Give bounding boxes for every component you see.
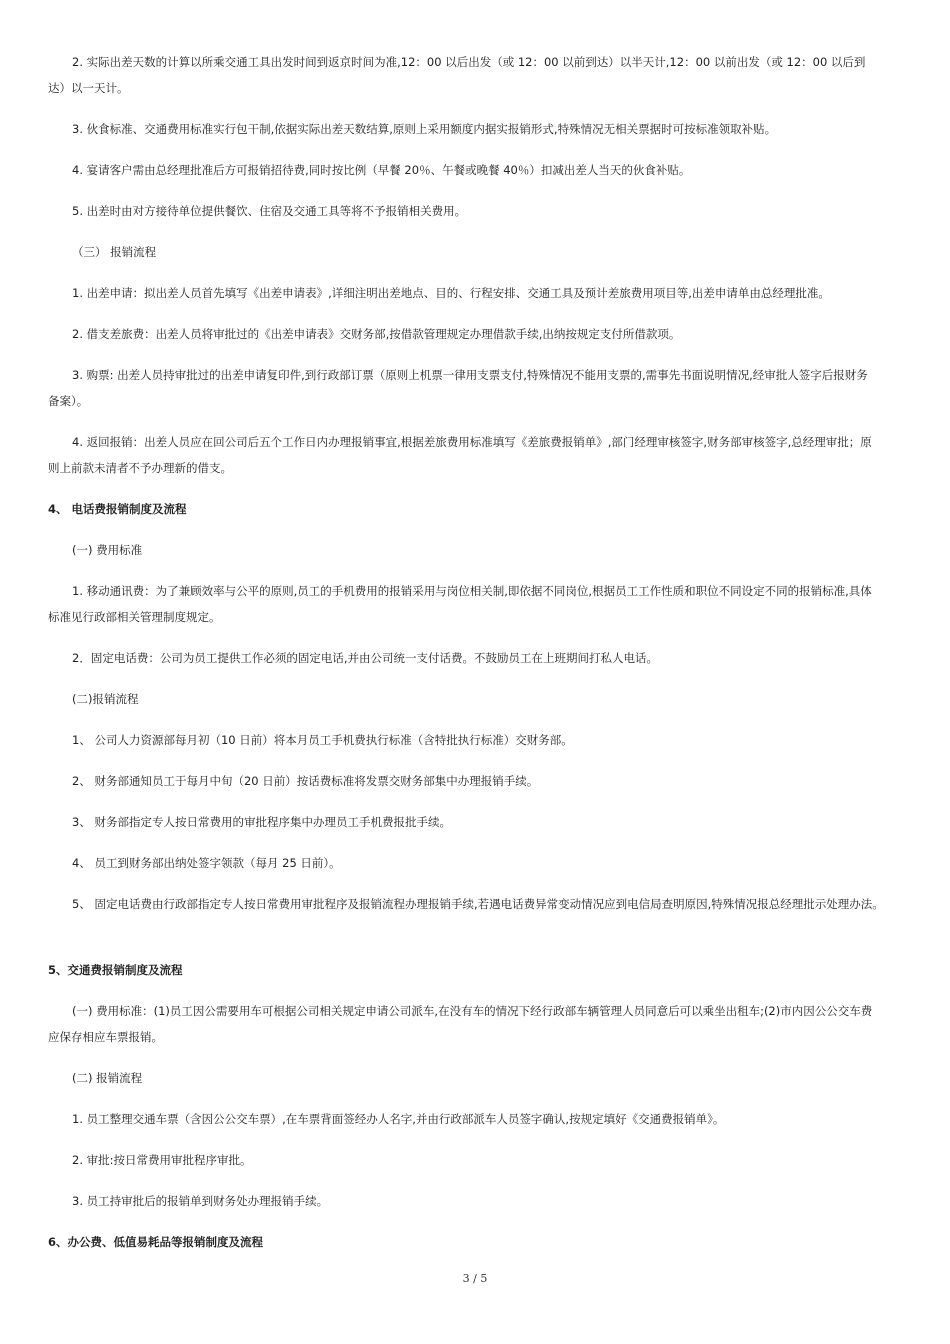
paragraph-continuation: 达）以一天计。	[48, 81, 129, 95]
paragraph-text: 5、 固定电话费由行政部指定专人按日常费用审批程序及报销流程办理报销手续,若遇电话费异常变动情况应到电信局查明原因,特殊情况报总经理批示处理办法。	[72, 897, 884, 911]
paragraph-text: 2、 财务部通知员工于每月中旬（20 日前）按话费标准将发票交财务部集中办理报销手续。	[72, 774, 539, 788]
paragraph-text: (一) 费用标准：(1)员工因公需要用车可根据公司相关规定申请公司派车,在没有车的情况下经行政部车辆管理人员同意后可以乘坐出租车;(2)市内因公公交车费	[72, 1004, 873, 1018]
paragraph-text: 4、 员工到财务部出纳处签字领款（每月 25 日前）。	[72, 856, 341, 870]
paragraph-text: 3. 购票: 出差人员持审批过的出差申请复印件,到行政部订票（原则上机票一律用支票支付,特殊情况不能用支票的,需事先书面说明情况,经审批人签字后报财务	[72, 368, 868, 382]
subsection-title: （三） 报销流程	[72, 245, 157, 259]
paragraph-continuation: 备案）。	[48, 394, 89, 408]
paragraph-text: 4. 宴请客户需由总经理批准后方可报销招待费,同时按比例（早餐 20％、午餐或晚餐 40％）扣减出差人当天的伙食补贴。	[72, 163, 691, 177]
paragraph-continuation: 标准见行政部相关管理制度规定。	[48, 610, 221, 624]
paragraph-text: 1. 员工整理交通车票（含因公公交车票）,在车票背面签经办人名字,并由行政部派车人员签字确认,按规定填好《交通费报销单》。	[72, 1112, 725, 1126]
subsection-title: (二) 报销流程	[72, 1071, 143, 1085]
subsection-title: (二)报销流程	[72, 692, 139, 706]
paragraph-text: 3、 财务部指定专人按日常费用的审批程序集中办理员工手机费报批手续。	[72, 815, 451, 829]
page-number: 3 / 5	[462, 1272, 488, 1285]
subsection-title: (一) 费用标准	[72, 543, 143, 557]
section-heading: 6、办公费、低值易耗品等报销制度及流程	[48, 1235, 263, 1249]
paragraph-text: 1、 公司人力资源部每月初（10 日前）将本月员工手机费执行标准（含特批执行标准）交财务部。	[72, 733, 573, 747]
paragraph-text: 2. 实际出差天数的计算以所乘交通工具出发时间到返京时间为准,12：00 以后出发（或 12：00 以前到达）以半天计,12：00 以前出发（或 12：00 以后到	[72, 55, 866, 69]
section-heading: 4、 电话费报销制度及流程	[48, 502, 187, 516]
paragraph-text: 1. 移动通讯费：为了兼顾效率与公平的原则,员工的手机费用的报销采用与岗位相关制,即依据不同岗位,根据员工工作性质和职位不同设定不同的报销标准,具体	[72, 584, 872, 598]
paragraph-text: 5. 出差时由对方接待单位提供餐饮、住宿及交通工具等将不予报销相关费用。	[72, 204, 467, 218]
paragraph-continuation: 则上前款未清者不予办理新的借支。	[48, 461, 232, 475]
paragraph-text: 2. 审批:按日常费用审批程序审批。	[72, 1153, 252, 1167]
paragraph-continuation: 应保存相应车票报销。	[48, 1030, 163, 1044]
section-heading: 5、交通费报销制度及流程	[48, 963, 183, 977]
paragraph-text: 2. 借支差旅费：出差人员将审批过的《出差申请表》交财务部,按借款管理规定办理借款手续,出纳按规定支付所借款项。	[72, 327, 681, 341]
paragraph-text: 4. 返回报销：出差人员应在回公司后五个工作日内办理报销事宜,根据差旅费用标准填写《差旅费报销单》,部门经理审核签字,财务部审核签字,总经理审批；原	[72, 435, 872, 449]
paragraph-text: 2．固定电话费：公司为员工提供工作必须的固定电话,并由公司统一支付话费。不鼓励员工在上班期间打私人电话。	[72, 651, 658, 665]
paragraph-text: 3. 伙食标准、交通费用标准实行包干制,依据实际出差天数结算,原则上采用额度内据实报销形式,特殊情况无相关票据时可按标准领取补贴。	[72, 122, 777, 136]
paragraph-text: 1. 出差申请：拟出差人员首先填写《出差申请表》,详细注明出差地点、目的、行程安排、交通工具及预计差旅费用项目等,出差申请单由总经理批准。	[72, 286, 830, 300]
paragraph-text: 3. 员工持审批后的报销单到财务处办理报销手续。	[72, 1194, 329, 1208]
